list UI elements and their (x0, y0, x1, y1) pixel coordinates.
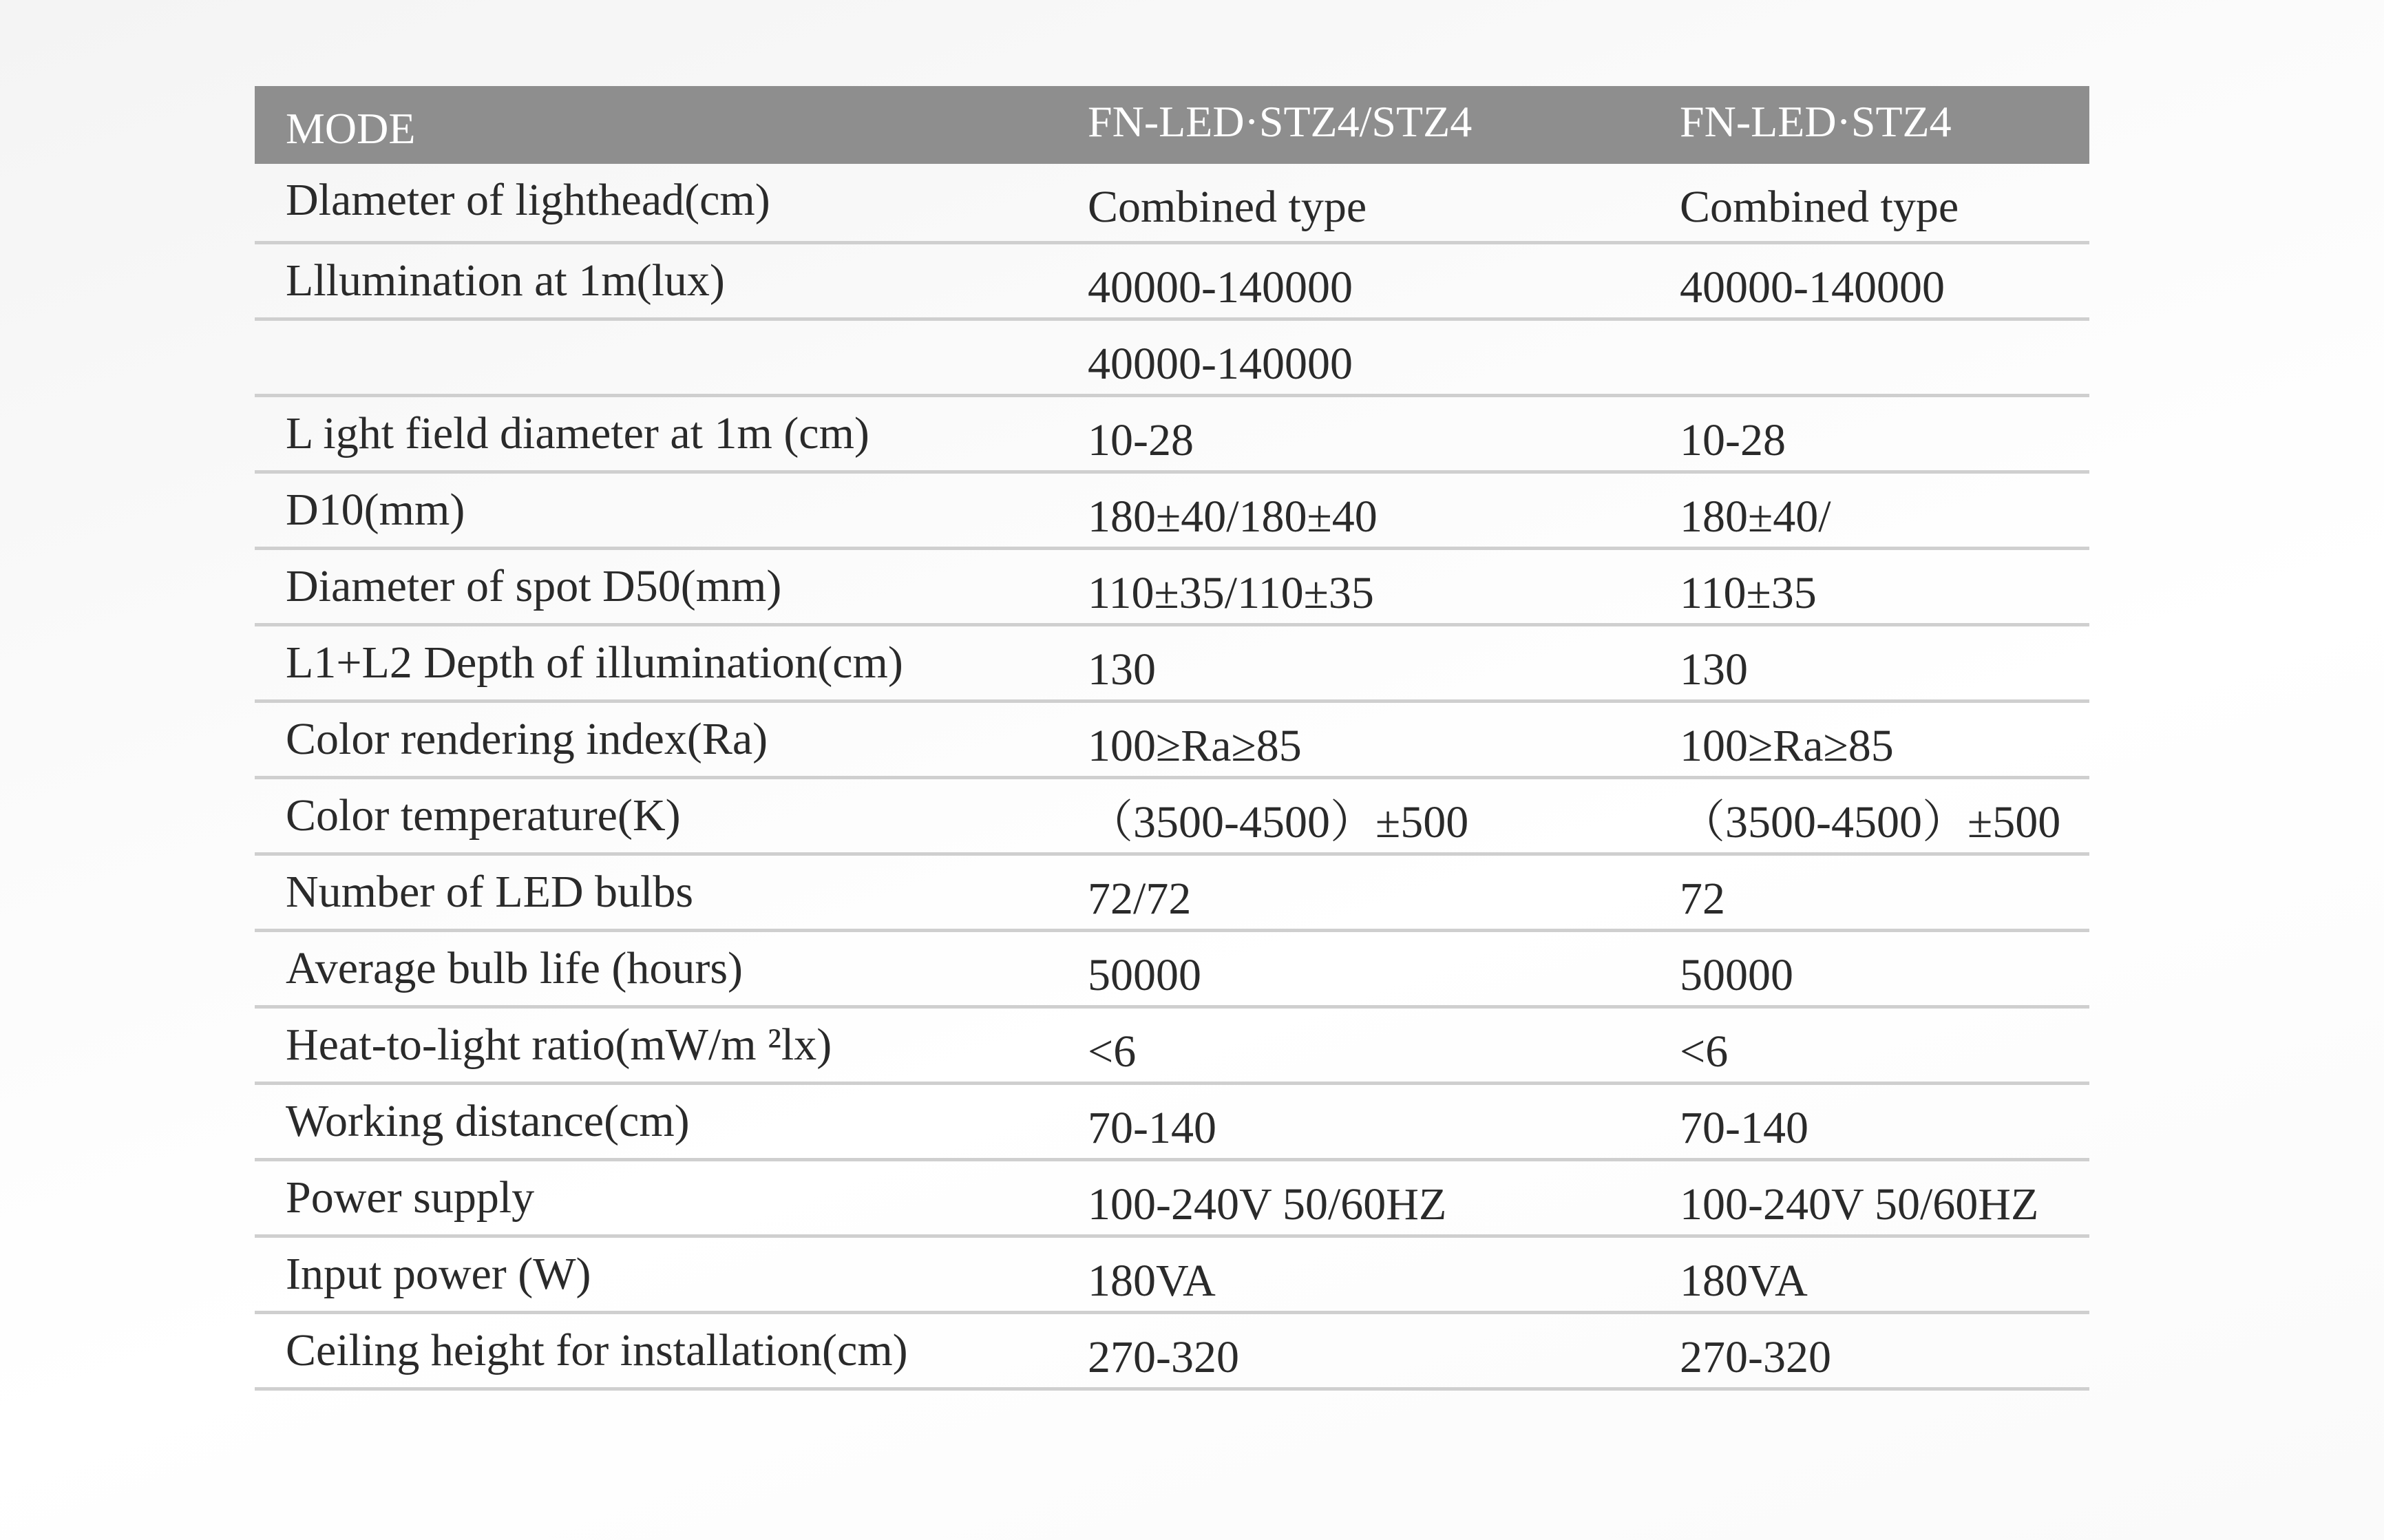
row-value-model-2: 100≥Ra≥85 (1680, 721, 1894, 771)
row-value-model-1: 50000 (1088, 950, 1201, 1000)
header-model-2: FN-LED·STZ4 (1680, 97, 1952, 146)
row-value-model-2: 70-140 (1680, 1103, 1808, 1153)
header-mode: MODE (286, 104, 416, 153)
row-value-model-1: <6 (1088, 1026, 1137, 1077)
row-value-model-2: 180±40/ (1680, 492, 1831, 542)
table-row (255, 164, 2089, 244)
row-label: Color rendering index(Ra) (286, 714, 768, 764)
header-model-1: FN-LED·STZ4/STZ4 (1088, 97, 1473, 146)
row-value-model-2: Combined type (1680, 182, 1959, 232)
table-row (255, 856, 2089, 932)
row-label: Working distance(cm) (286, 1096, 690, 1146)
row-value-model-1: 180±40/180±40 (1088, 492, 1378, 542)
row-value-model-2: 270-320 (1680, 1332, 1831, 1382)
table-row (255, 1085, 2089, 1161)
row-label: Input power (W) (286, 1249, 591, 1299)
row-value-model-2: 180VA (1680, 1256, 1808, 1306)
row-value-model-2: （3500-4500）±500 (1680, 797, 2061, 847)
table-row (255, 321, 2089, 397)
row-label: Average bulb life (hours) (286, 943, 743, 993)
table-row (255, 779, 2089, 856)
table-row (255, 1009, 2089, 1085)
row-label: Color temperature(K) (286, 790, 681, 841)
table-row (255, 1161, 2089, 1238)
row-value-model-2: 110±35 (1680, 568, 1817, 618)
row-value-model-1: 110±35/110±35 (1088, 568, 1374, 618)
row-value-model-1: 40000-140000 (1088, 262, 1353, 313)
table-row (255, 1238, 2089, 1314)
row-value-model-2: <6 (1680, 1026, 1729, 1077)
row-label: L ight field diameter at 1m (cm) (286, 408, 869, 458)
table-row (255, 397, 2089, 474)
row-value-model-2: 100-240V 50/60HZ (1680, 1179, 2039, 1230)
row-value-model-1: 180VA (1088, 1256, 1216, 1306)
row-value-model-1: 100-240V 50/60HZ (1088, 1179, 1447, 1230)
table-row (255, 550, 2089, 626)
row-value-model-1: 270-320 (1088, 1332, 1239, 1382)
row-value-model-1: 10-28 (1088, 415, 1194, 465)
row-value-model-1: 100≥Ra≥85 (1088, 721, 1302, 771)
table-row (255, 626, 2089, 703)
row-label: L1+L2 Depth of illumination(cm) (286, 637, 903, 688)
row-label: Ceiling height for installation(cm) (286, 1325, 908, 1375)
row-label: Dlameter of lighthead(cm) (286, 175, 770, 225)
row-value-model-2: 40000-140000 (1680, 262, 1945, 313)
spec-table (255, 86, 2089, 1391)
row-value-model-1: Combined type (1088, 182, 1367, 232)
row-label: Lllumination at 1m(lux) (286, 255, 725, 306)
table-row (255, 474, 2089, 550)
row-value-model-1: 70-140 (1088, 1103, 1216, 1153)
table-row (255, 244, 2089, 321)
row-label: Heat-to-light ratio(mW/m ²lx) (286, 1020, 832, 1070)
row-value-model-1: （3500-4500）±500 (1088, 797, 1469, 847)
row-value-model-2: 50000 (1680, 950, 1793, 1000)
table-row (255, 703, 2089, 779)
row-value-model-2: 130 (1680, 644, 1748, 695)
row-value-model-1: 130 (1088, 644, 1156, 695)
row-label: Diameter of spot D50(mm) (286, 561, 782, 611)
row-value-model-2: 72 (1680, 874, 1725, 924)
table-row (255, 1314, 2089, 1391)
row-label: Power supply (286, 1172, 535, 1223)
row-value-model-1: 72/72 (1088, 874, 1192, 924)
row-value-model-2: 10-28 (1680, 415, 1786, 465)
row-label: D10(mm) (286, 485, 465, 535)
row-label: Number of LED bulbs (286, 867, 694, 917)
table-header (255, 86, 2089, 164)
table-row (255, 932, 2089, 1009)
row-value-model-1: 40000-140000 (1088, 339, 1353, 389)
